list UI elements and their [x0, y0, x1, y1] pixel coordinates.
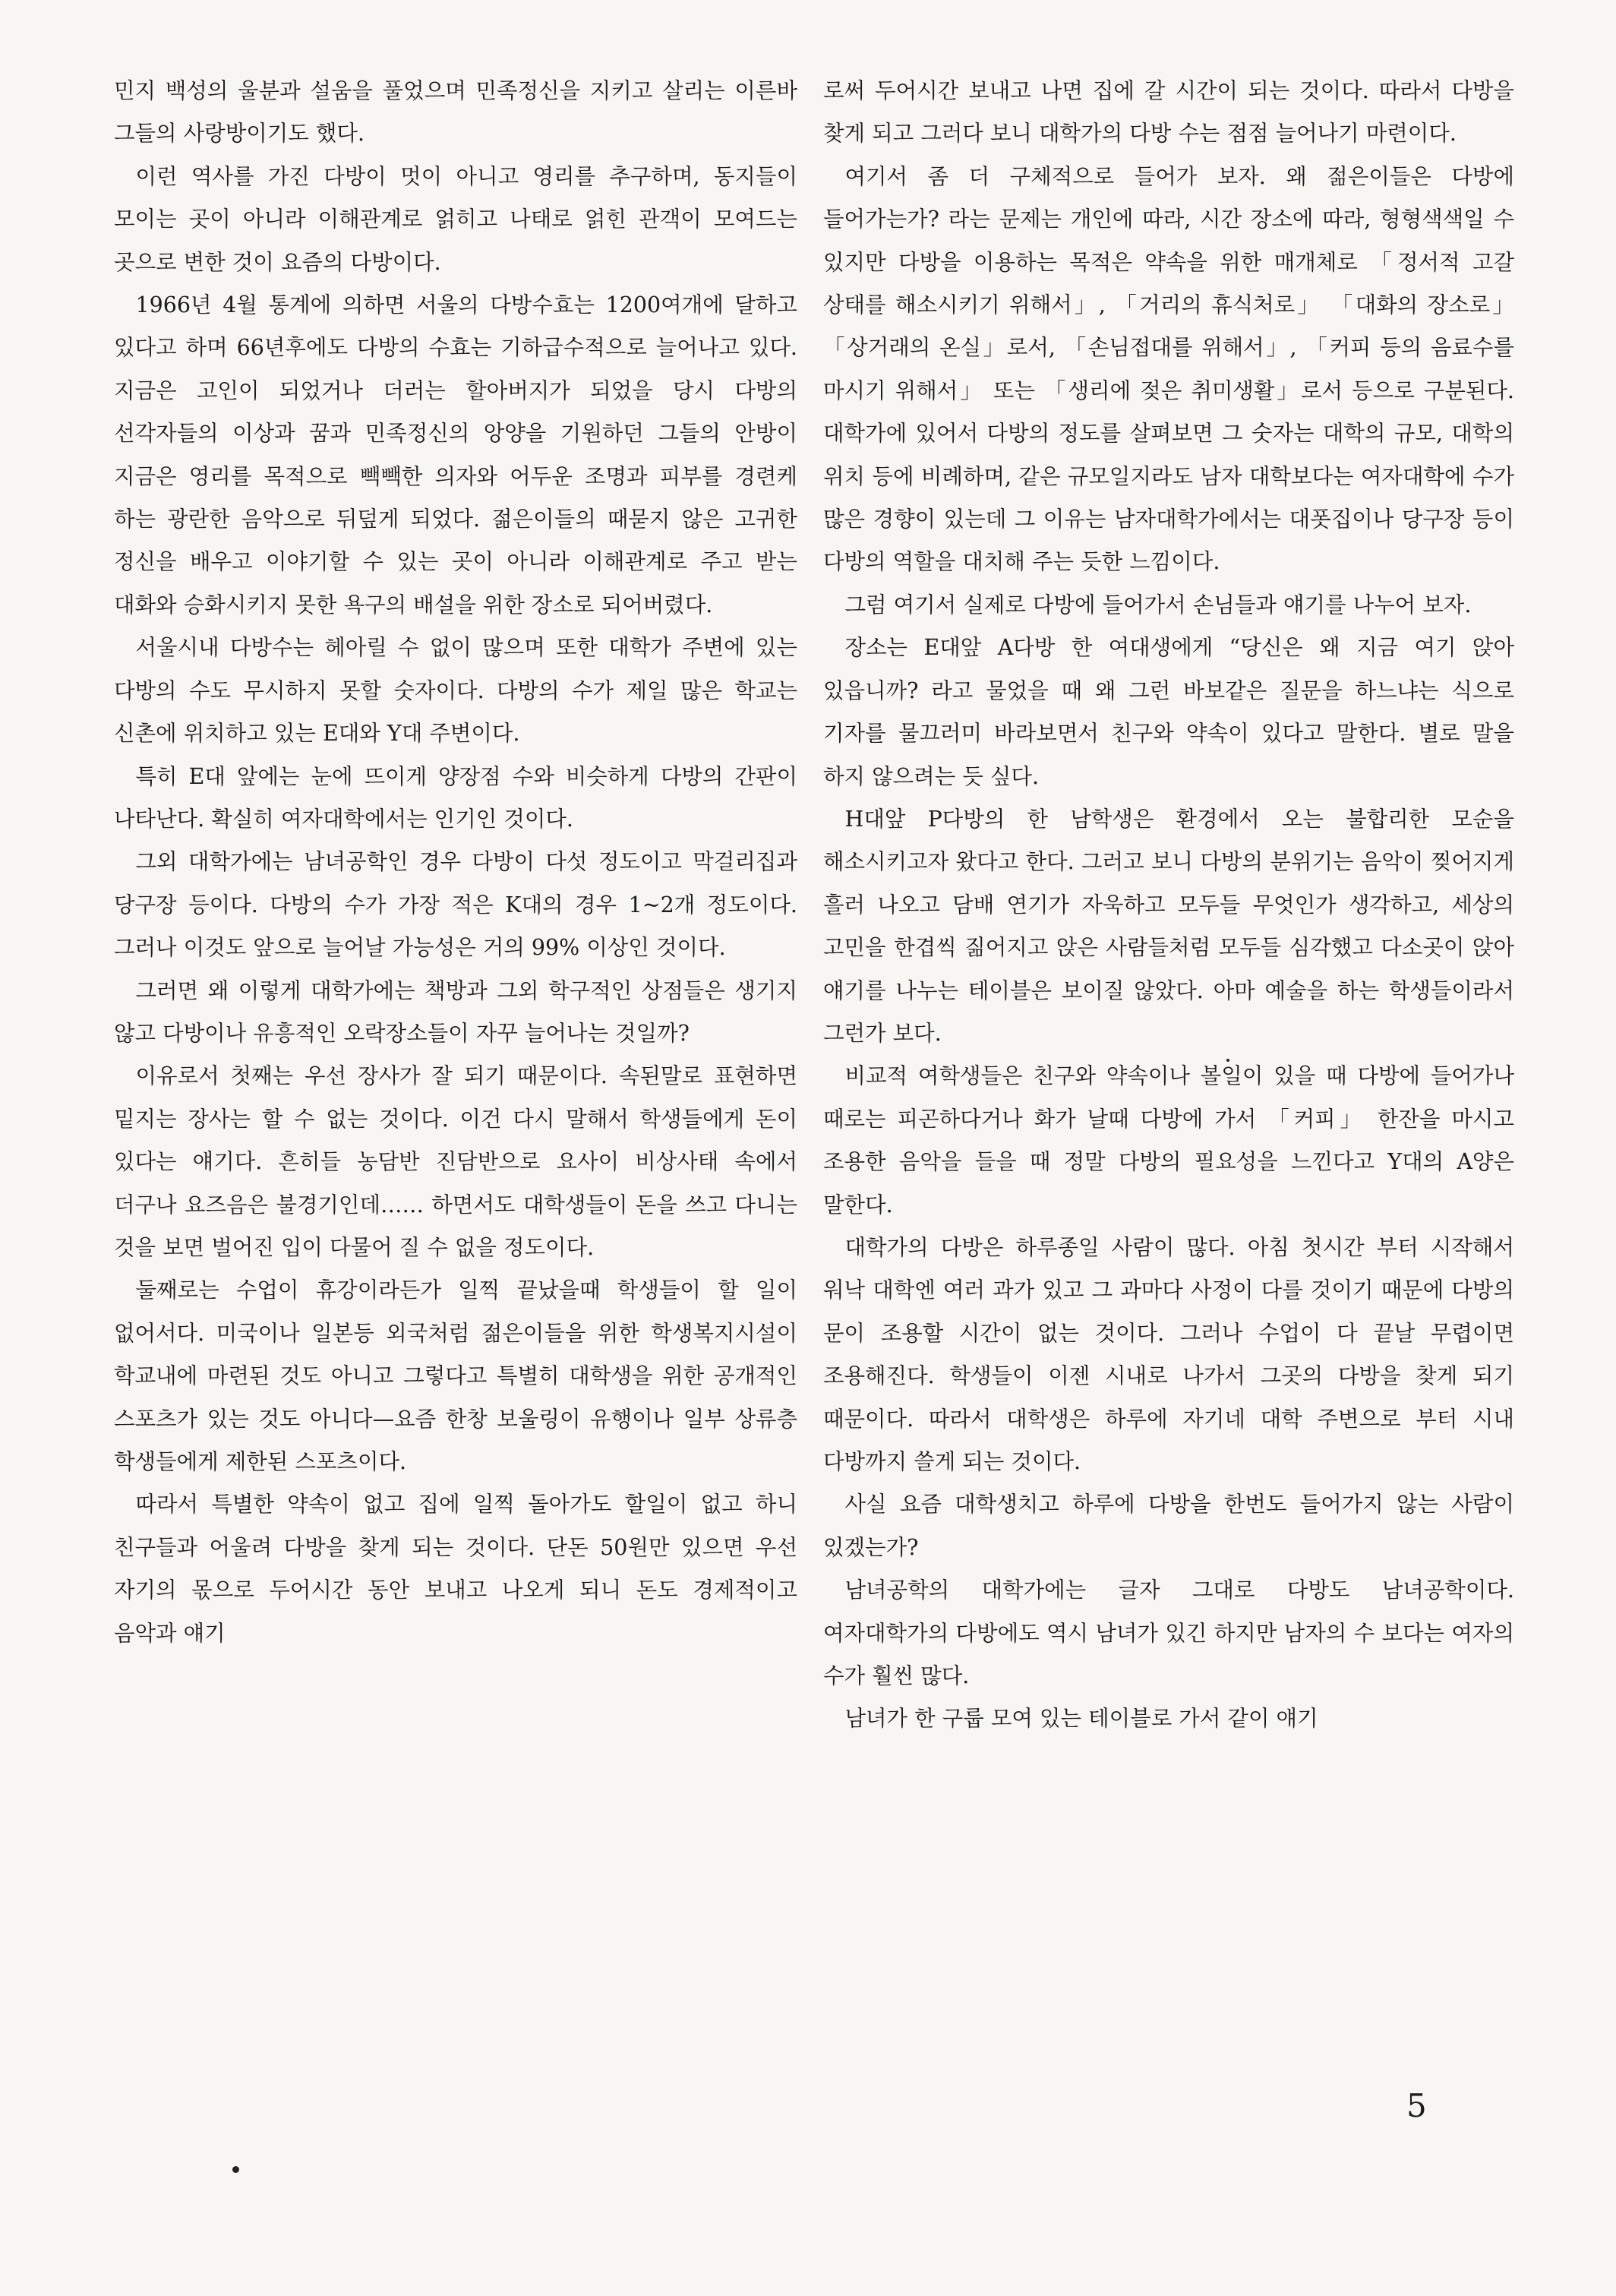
- paragraph: 이유로서 첫째는 우선 장사가 잘 되기 때문이다. 속된말로 표현하면 밑지는 장사는 할 수 없는 것이다. 이건 다시 말해서 학생들에게 돈이 있다는 얘기다. 흔히들 농담반 진담반으로 요사이 비상사태 속에서 더구나 요즈음은 불경기인데…… 하면서도 대학생들이 돈을 쓰고 다니는 것을 보면 벌어진 입이 다물어 질 수 없을 정도이다.: [114, 1063, 797, 1260]
- paragraph: 비교적 여학생들은 친구와 약속이나 볼일이 있을 때 다방에 들어가나 때로는 피곤하다거나 화가 날때 다방에 가서 「커피」 한잔을 마시고 조용한 음악을 들을 때 정말 다방의 필요성을 느낀다고 Y대의 A양은 말한다.: [823, 1063, 1514, 1217]
- ink-speck: [232, 2166, 239, 2173]
- paragraph: 민지 백성의 울분과 설움을 풀었으며 민족정신을 지키고 살리는 이른바 그들의 사랑방이기도 했다.: [114, 78, 797, 147]
- paragraph: H대앞 P다방의 한 남학생은 환경에서 오는 불합리한 모순을 해소시키고자 왔다고 한다. 그러고 보니 다방의 분위기는 음악이 찢어지게 흘러 나오고 담배 연기가 자욱하고 모두들 무엇인가 생각하고, 세상의 고민을 한겹씩 짊어지고 앉은 사람들처럼 모두들 심각했고 다소곳이 앉아 얘기를 나누는 테이블은 보이질 않았다. 아마 예술을 하는 학생들이라서 그런가 보다.: [823, 806, 1514, 1046]
- paragraph: 서울시내 다방수는 헤아릴 수 없이 많으며 또한 대학가 주변에 있는 다방의 수도 무시하지 못할 숫자이다. 다방의 수가 제일 많은 학교는 신촌에 위치하고 있는 E대와 Y대 주변이다.: [114, 635, 797, 747]
- paragraph: 따라서 특별한 약속이 없고 집에 일찍 돌아가도 할일이 없고 하니 친구들과 어울려 다방을 찾게 되는 것이다. 단돈 50원만 있으면 우선 자기의 몫으로 두어시간 동안 보내고 나오게 되니 돈도 경제적이고 음악과 얘기: [114, 1492, 797, 1646]
- right-column: [823, 70, 1514, 1741]
- paragraph: 1966년 4월 통계에 의하면 서울의 다방수효는 1200여개에 달하고 있다고 하며 66년후에도 다방의 수효는 기하급수적으로 늘어나고 있다. 지금은 고인이 되었거나 더러는 할아버지가 되었을 당시 다방의 선각자들의 이상과 꿈과 민족정신의 앙양을 기원하던 그들의 안방이 지금은 영리를 목적으로 빽빽한 의자와 어두운 조명과 피부를 경련케 하는 광란한 음악으로 뒤덮게 되었다. 젊은이들의 때묻지 않은 고귀한 정신을 배우고 이야기할 수 있는 곳이 아니라 이해관계로 주고 받는 대화와 승화시키지 못한 욕구의 배설을 위한 장소로 되어버렸다.: [114, 292, 797, 617]
- left-column: [114, 70, 797, 1655]
- paragraph: 그럼 여기서 실제로 다방에 들어가서 손님들과 얘기를 나누어 보자.: [844, 592, 1472, 617]
- paragraph: 장소는 E대앞 A다방 한 여대생에게 “당신은 왜 지금 여기 앉아 있읍니까? 라고 물었을 때 왜 그런 바보같은 질문을 하느냐는 식으로 기자를 물끄러미 바라보면서 친구와 약속이 있다고 말한다. 별로 말을 하지 않으려는 듯 싶다.: [823, 635, 1514, 789]
- paragraph: 남녀공학의 대학가에는 글자 그대로 다방도 남녀공학이다. 여자대학가의 다방에도 역시 남녀가 있긴 하지만 남자의 수 보다는 여자의 수가 훨씬 많다.: [823, 1578, 1514, 1689]
- paragraph: 그러면 왜 이렇게 대학가에는 책방과 그외 학구적인 상점들은 생기지 않고 다방이나 유흥적인 오락장소들이 자꾸 늘어나는 것일까?: [114, 977, 797, 1046]
- paragraph: 로써 두어시간 보내고 나면 집에 갈 시간이 되는 것이다. 따라서 다방을 찾게 되고 그러다 보니 대학가의 다방 수는 점점 늘어나기 마련이다.: [823, 78, 1514, 147]
- paragraph: 남녀가 한 구룹 모여 있는 테이블로 가서 같이 얘기: [844, 1706, 1318, 1732]
- page-number: 5: [1406, 2087, 1427, 2124]
- paragraph: 그외 대학가에는 남녀공학인 경우 다방이 다섯 정도이고 막걸리집과 당구장 등이다. 다방의 수가 가장 적은 K대의 경우 1~2개 정도이다. 그러나 이것도 앞으로 늘어날 가능성은 거의 99% 이상인 것이다.: [114, 849, 797, 961]
- paragraph: 둘째로는 수업이 휴강이라든가 일찍 끝났을때 학생들이 할 일이 없어서다. 미국이나 일본등 외국처럼 젊은이들을 위한 학생복지시설이 학교내에 마련된 것도 아니고 그렇다고 특별히 대학생을 위한 공개적인 스포츠가 있는 것도 아니다—요즘 한창 보울링이 유행이나 일부 상류층 학생들에게 제한된 스포츠이다.: [114, 1277, 797, 1474]
- paragraph: 이런 역사를 가진 다방이 멋이 아니고 영리를 추구하며, 동지들이 모이는 곳이 아니라 이해관계로 얽히고 나태로 얽힌 관객이 모여드는 곳으로 변한 것이 요즘의 다방이다.: [114, 163, 797, 275]
- paragraph: 사실 요즘 대학생치고 하루에 다방을 한번도 들어가지 않는 사람이 있겠는가?: [823, 1492, 1514, 1560]
- paragraph: 대학가의 다방은 하루종일 사람이 많다. 아침 첫시간 부터 시작해서 워낙 대학엔 여러 과가 있고 그 과마다 사정이 다를 것이기 때문에 다방의 문이 조용할 시간이 없는 것이다. 그러나 수업이 다 끝날 무렵이면 조용해진다. 학생들이 이젠 시내로 나가서 그곳의 다방을 찾게 되기 때문이다. 따라서 대학생은 하루에 자기네 대학 주변으로 부터 시내 다방까지 쓸게 되는 것이다.: [823, 1234, 1514, 1474]
- paragraph: 특히 E대 앞에는 눈에 뜨이게 양장점 수와 비슷하게 다방의 간판이 나타난다. 확실히 여자대학에서는 인기인 것이다.: [114, 763, 797, 832]
- paragraph: 여기서 좀 더 구체적으로 들어가 보자. 왜 젊은이들은 다방에 들어가는가? 라는 문제는 개인에 따라, 시간 장소에 따라, 형형색색일 수 있지만 다방을 이용하는 목적은 약속을 위한 매개체로 「정서적 고갈 상태를 해소시키기 위해서」, 「거리의 휴식처로」 「대화의 장소로」 「상거래의 온실」로서, 「손님접대를 위해서」, 「커피 등의 음료수를 마시기 위해서」 또는 「생리에 젖은 취미생활」로서 등으로 구분된다. 대학가에 있어서 다방의 정도를 살펴보면 그 숫자는 대학의 규모, 대학의 위치 등에 비례하며, 같은 규모일지라도 남자 대학보다는 여자대학에 수가 많은 경향이 있는데 그 이유는 남자대학가에서는 대폿집이나 당구장 등이 다방의 역할을 대치해 주는 듯한 느낌이다.: [823, 163, 1514, 575]
- ink-speck: [1226, 1059, 1229, 1062]
